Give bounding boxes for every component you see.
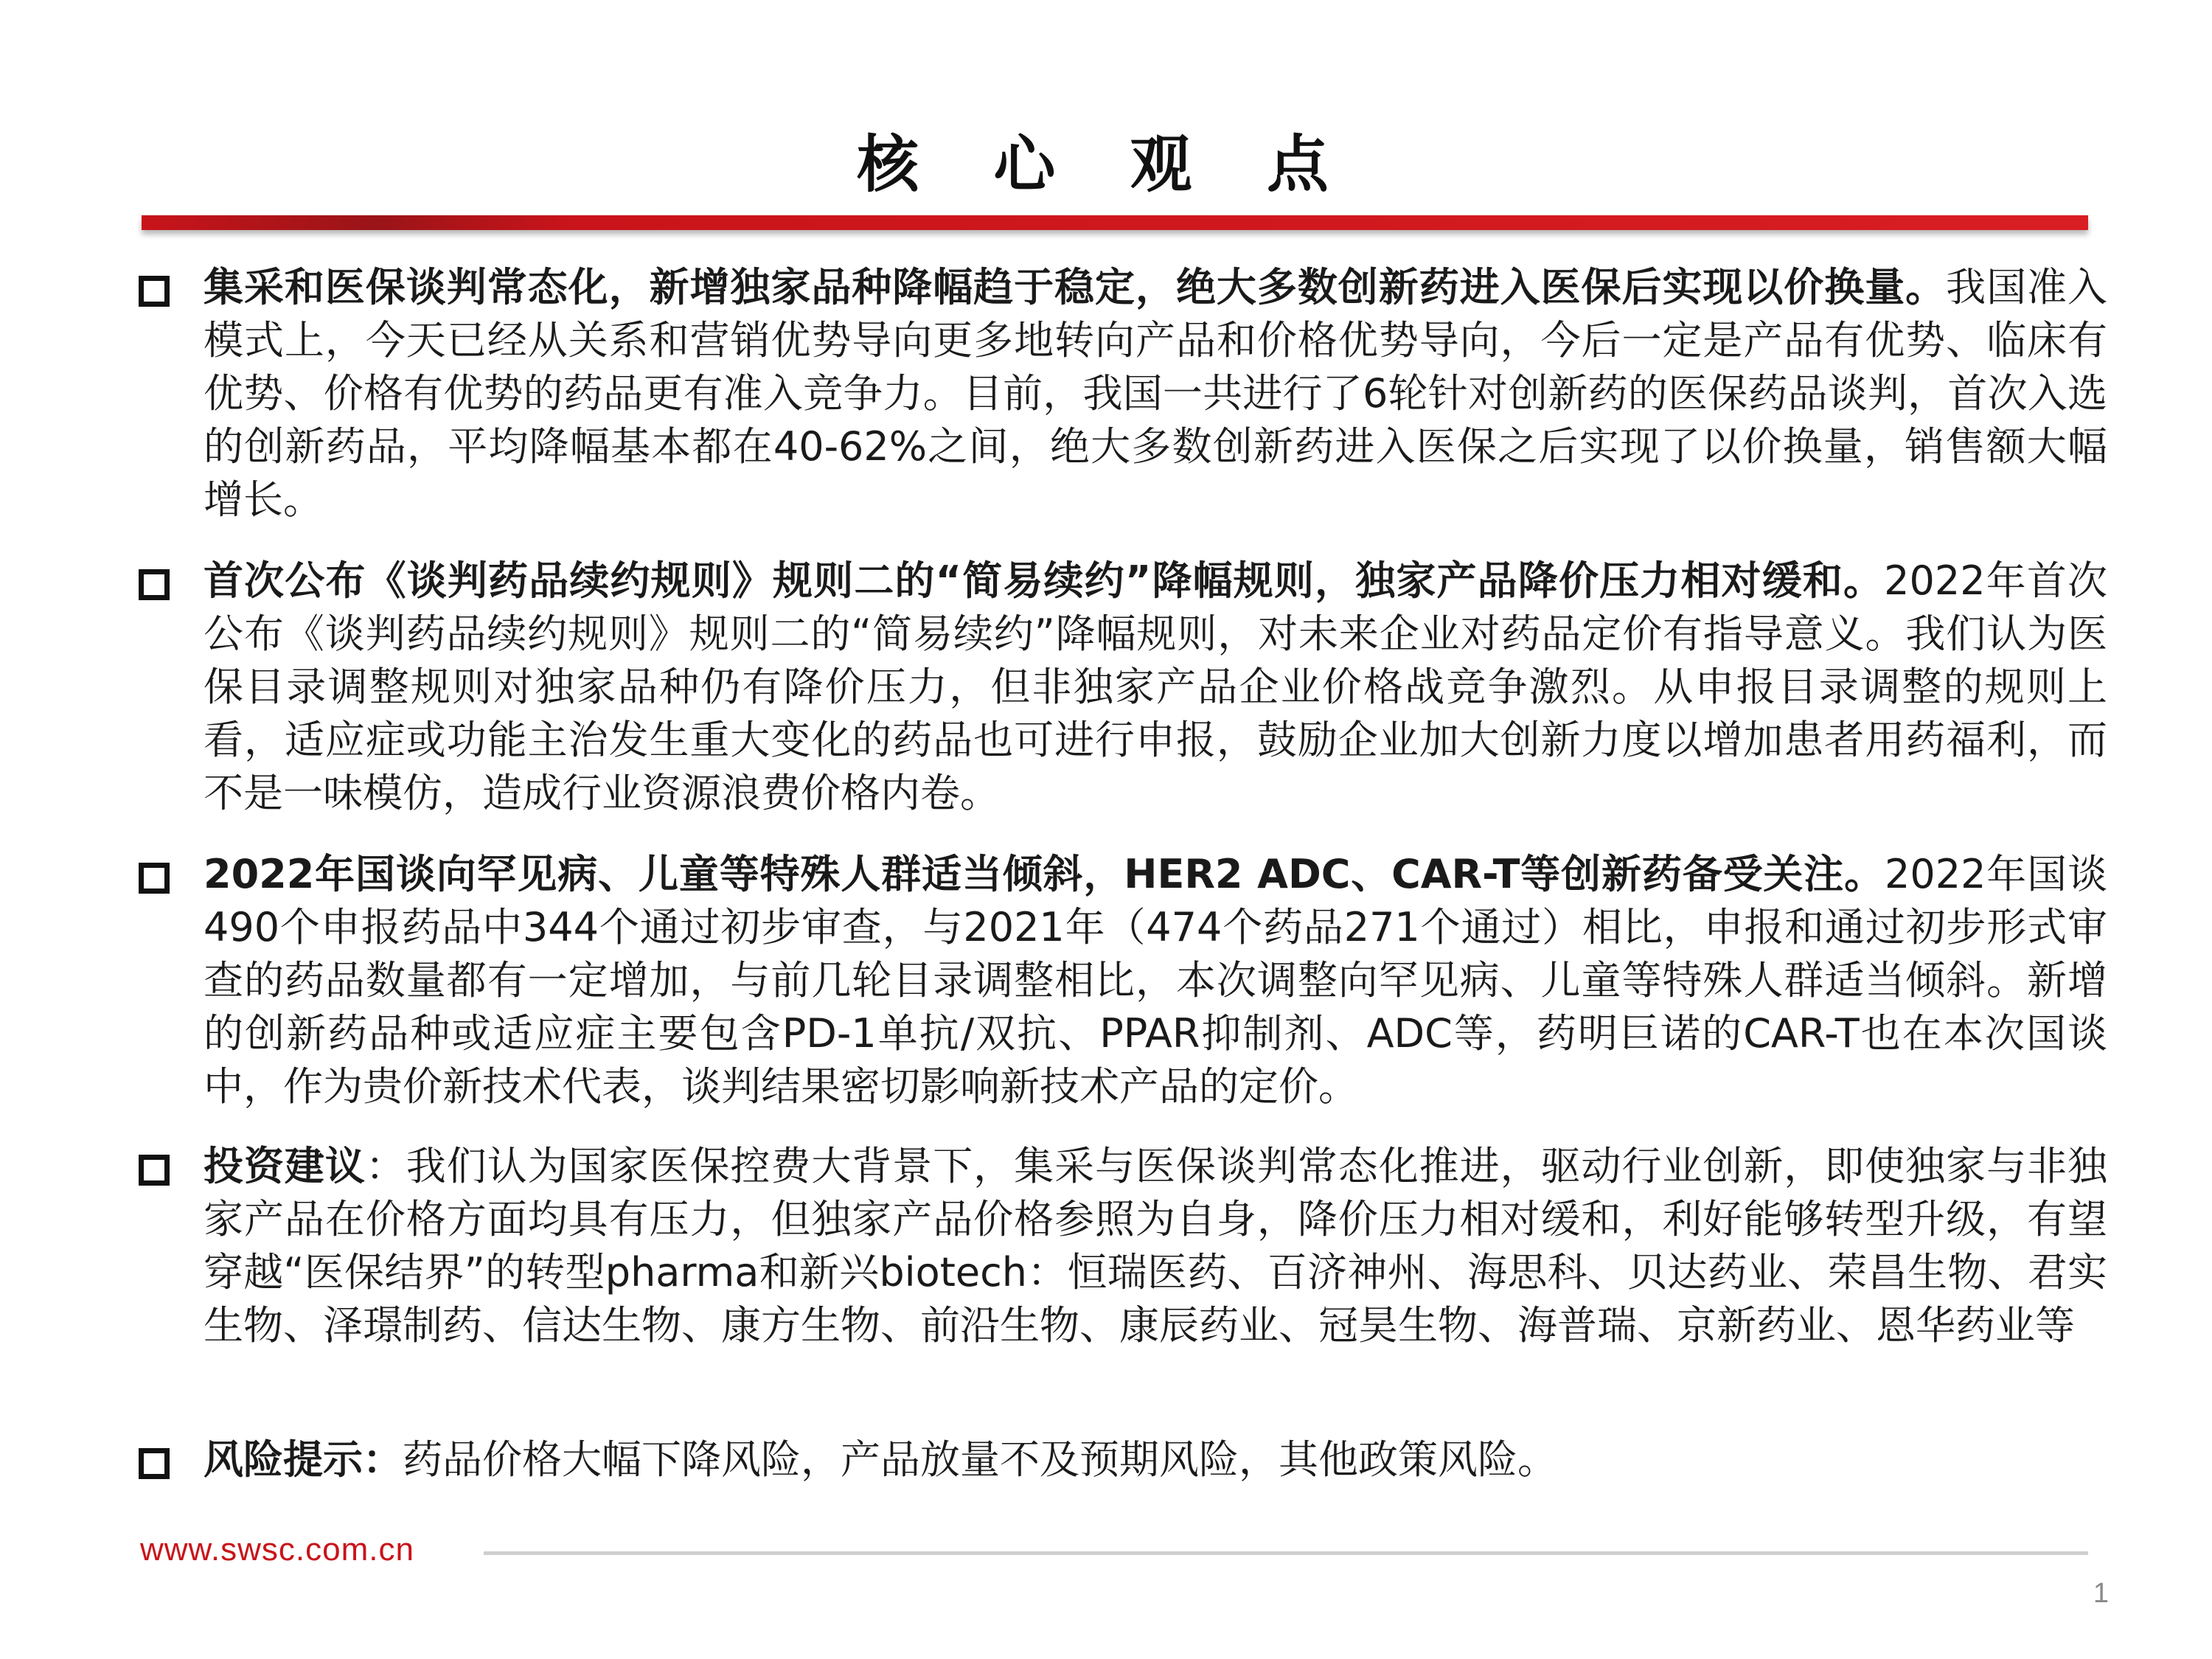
square-bullet-icon — [139, 1155, 170, 1186]
bullet-body: 我国准入模式上，今天已经从关系和营销优势导向更多地转向产品和价格优势导向，今后一定是产品有优势、临床有优势、价格有优势的药品更有准入竞争力。目前，我国一共进行了6轮针对创新药的医保药品谈判，首次入选的创新药品，平均降幅基本都在40-62%之间，绝大多数创新药进入医保之后实现了以价换量，销售额大幅增长。 — [204, 264, 2108, 523]
bullet-body: 药品价格大幅下降风险，产品放量不及预期风险，其他政策风险。 — [403, 1436, 1557, 1483]
bullet-body: ：我们认为国家医保控费大背景下，集采与医保谈判常态化推进，驱动行业创新，即使独家与非独家产品在价格方面均具有压力，但独家产品价格参照为自身，降价压力相对缓和，利好能够转型升级，有望穿越“医保结界”的转型pharma和新兴biotech：恒瑞医药、百济神州、海思科、贝达药业、荣昌生物、君实生物、泽璟制药、信达生物、康方生物、前沿生物、康辰药业、冠昊生物、海普瑞、京新药业、恩华药业等 — [204, 1143, 2107, 1349]
bullet-lead: 2022年国谈向罕见病、儿童等特殊人群适当倾斜，HER2 ADC、CAR-T等创新药备受关注。 — [204, 851, 1885, 897]
bullet-text — [204, 1433, 2107, 1486]
bullet-text — [204, 848, 2107, 1113]
footer-divider — [484, 1551, 2088, 1555]
bullet-lead: 风险提示： — [204, 1436, 403, 1483]
bullet-text — [204, 1140, 2107, 1352]
square-bullet-icon — [139, 1448, 170, 1479]
square-bullet-icon — [139, 569, 170, 600]
bullet-body: 2022年国谈490个申报药品中344个通过初步审查，与2021年（474个药品271个通过）相比，申报和通过初步形式审查的药品数量都有一定增加，与前几轮目录调整相比，本次调整向罕见病、儿童等特殊人群适当倾斜。新增的创新药品种或适应症主要包含PD-1单抗/双抗、PPAR抑制剂、ADC等，药明巨诺的CAR-T也在本次国谈中，作为贵价新技术代表，谈判结果密切影响新技术产品的定价。 — [204, 851, 2107, 1110]
page-number: 1 — [2093, 1578, 2109, 1609]
footer-website-link[interactable]: www.swsc.com.cn — [140, 1531, 414, 1568]
bullet-lead: 集采和医保谈判常态化，新增独家品种降幅趋于稳定，绝大多数创新药进入医保后实现以价换量。 — [204, 264, 1947, 310]
bullet-body: 2022年首次公布《谈判药品续约规则》规则二的“简易续约”降幅规则，对未来企业对药品定价有指导意义。我们认为医保目录调整规则对独家品种仍有降价压力，但非独家产品企业价格战竞争激烈。从申报目录调整的规则上看，适应症或功能主治发生重大变化的药品也可进行申报，鼓励企业加大创新力度以增加患者用药福利，而不是一味模仿，造成行业资源浪费价格内卷。 — [204, 557, 2107, 816]
bullet-text — [204, 261, 2107, 526]
square-bullet-icon — [139, 276, 170, 307]
page-title: 核 心 观 点 — [857, 128, 1355, 201]
bullet-text — [204, 554, 2107, 820]
bullet-lead: 首次公布《谈判药品续约规则》规则二的“简易续约”降幅规则，独家产品降价压力相对缓和。 — [204, 557, 1885, 604]
square-bullet-icon — [139, 863, 170, 894]
bullet-lead: 投资建议 — [204, 1143, 366, 1189]
